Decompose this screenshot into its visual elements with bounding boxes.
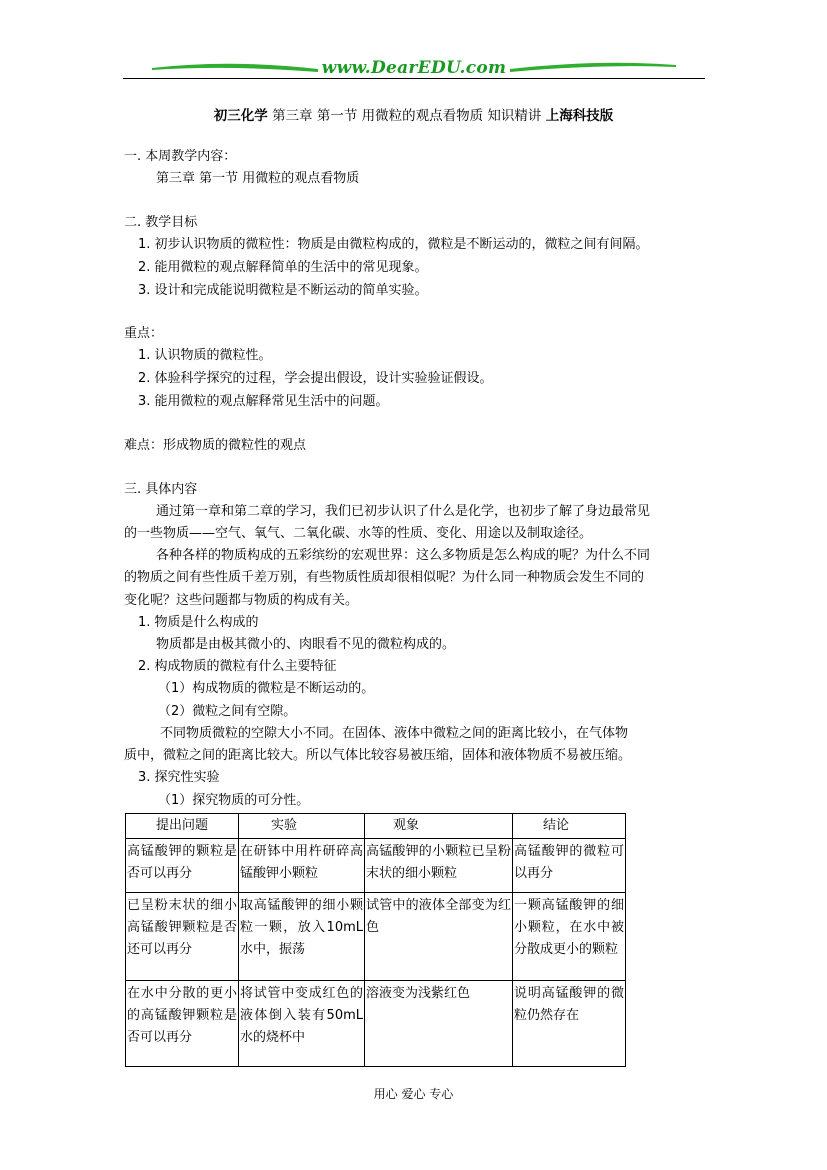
table-cell: 试管中的液体全部变为红色 <box>365 893 513 981</box>
table-cell: 将试管中变成红色的液体倒入装有50mL水的烧杯中 <box>239 981 365 1067</box>
paragraph-line: 不同物质微粒的空隙大小不同。在固体、液体中微粒之间的距离比较小，在气体物 <box>160 726 629 741</box>
paragraph-line: 变化呢？这些问题都与物质的构成有关。 <box>124 593 359 608</box>
table-header-cell: 实验 <box>239 814 365 839</box>
experiment-table <box>125 813 626 1067</box>
table-cell: 已呈粉末状的细小高锰酸钾颗粒是否还可以再分 <box>126 893 239 981</box>
key-point-item: 2. 体验科学探究的过程，学会提出假设，设计实验验证假设。 <box>138 371 493 386</box>
table-cell: 高锰酸钾的小颗粒已呈粉末状的细小颗粒 <box>365 839 513 893</box>
key-point-item: 3. 能用微粒的观点解释常见生活中的问题。 <box>138 394 389 409</box>
section3-heading: 三. 具体内容 <box>124 482 198 497</box>
subheading: 3. 探究性实验 <box>138 770 220 785</box>
paragraph-line: 各种各样的物质构成的五彩缤纷的宏观世界：这么多物质是怎么构成的呢？为什么不同 <box>156 548 651 563</box>
page-footer: 用心 爱心 专心 <box>373 1087 454 1101</box>
table-cell: 高锰酸钾的颗粒是否可以再分 <box>126 839 239 893</box>
goal-item: 1. 初步认识物质的微粒性：物质是由微粒构成的，微粒是不断运动的，微粒之间有间隔。 <box>138 237 649 252</box>
table-header-cell: 提出问题 <box>126 814 239 839</box>
list-item: （2）微粒之间有空隙。 <box>158 704 297 719</box>
paragraph-line: 通过第一章和第二章的学习，我们已初步认识了什么是化学，也初步了解了身边最常见 <box>156 504 651 519</box>
table-cell: 取高锰酸钾的细小颗粒一颗，放入10mL水中，振荡 <box>239 893 365 981</box>
paragraph-line: 的一些物质——空气、氧气、二氧化碳、水等的性质、变化、用途以及制取途径。 <box>124 526 593 541</box>
title-chapter: 第三章 第一节 用微粒的观点看物质 知识精讲 <box>272 108 542 124</box>
table-cell: 在水中分散的更小的高锰酸钾颗粒是否可以再分 <box>126 981 239 1067</box>
table-cell: 说明高锰酸钾的微粒仍然存在 <box>513 981 626 1067</box>
section2-heading: 二. 教学目标 <box>124 215 198 230</box>
table-header-cell: 结论 <box>513 814 626 839</box>
title-publisher: 上海科技版 <box>545 108 614 124</box>
table-row <box>126 893 626 981</box>
key-point-item: 1. 认识物质的微粒性。 <box>138 348 272 363</box>
list-item: （1）探究物质的可分性。 <box>158 793 310 808</box>
table-row <box>126 839 626 893</box>
answer-text: 物质都是由极其微小的、肉眼看不见的微粒构成的。 <box>156 637 456 652</box>
difficulty-text: 难点：形成物质的微粒性的观点 <box>124 438 307 453</box>
subheading: 1. 物质是什么构成的 <box>138 615 259 630</box>
table-cell: 一颗高锰酸钾的细小颗粒，在水中被分散成更小的颗粒 <box>513 893 626 981</box>
table-cell: 在研钵中用杵研碎高锰酸钾小颗粒 <box>239 839 365 893</box>
section1-content: 第三章 第一节 用微粒的观点看物质 <box>156 171 360 186</box>
table-cell: 溶液变为浅紫红色 <box>365 981 513 1067</box>
subheading: 2. 构成物质的微粒有什么主要特征 <box>138 659 337 674</box>
table-header-row <box>126 814 626 839</box>
section1-heading: 一. 本周教学内容： <box>124 149 237 164</box>
key-points-heading: 重点： <box>124 326 164 341</box>
table-header-cell: 观象 <box>365 814 513 839</box>
table-row <box>126 981 626 1067</box>
header-divider <box>123 78 705 79</box>
paragraph-line: 的物质之间有些性质千差万别，有些物质性质却很相似呢？为什么同一种物质会发生不同的 <box>124 570 645 585</box>
list-item: （1）构成物质的微粒是不断运动的。 <box>158 681 375 696</box>
goal-item: 2. 能用微粒的观点解释简单的生活中的常见现象。 <box>138 260 428 275</box>
goal-item: 3. 设计和完成能说明微粒是不断运动的简单实验。 <box>138 283 428 298</box>
table-cell: 高锰酸钾的微粒可以再分 <box>513 839 626 893</box>
document-title <box>0 104 827 124</box>
title-subject: 初三化学 <box>213 108 268 124</box>
logo-text: www.DearEDU.com <box>321 58 507 78</box>
paragraph-line: 质中，微粒之间的距离比较大。所以气体比较容易被压缩，固体和液体物质不易被压缩。 <box>124 748 632 763</box>
